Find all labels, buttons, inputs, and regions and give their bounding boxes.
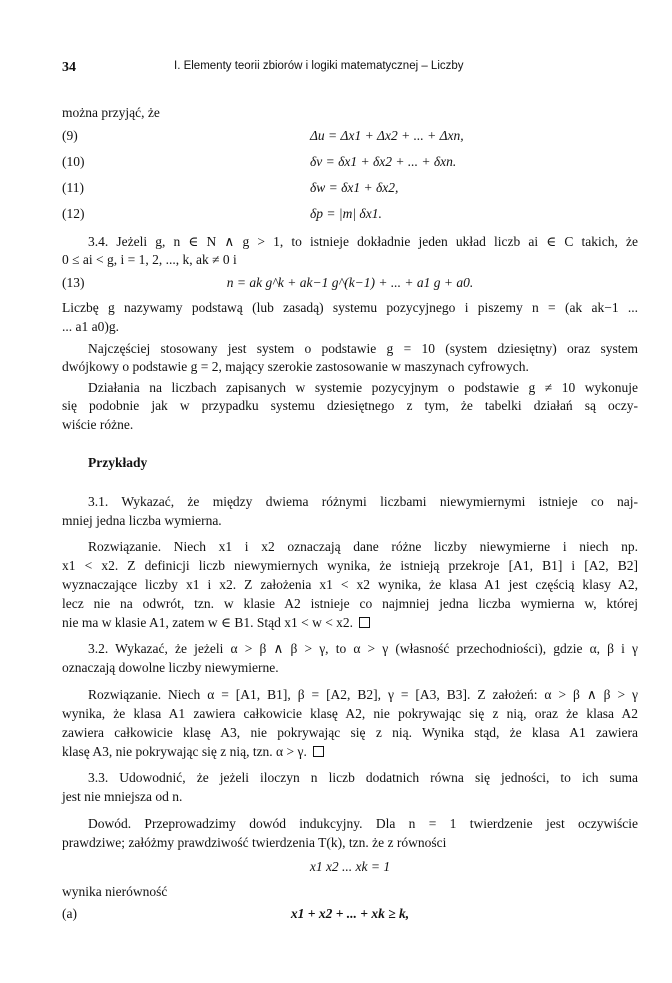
page-number: 34 bbox=[62, 60, 76, 75]
paragraph-line: Liczbę g nazywamy podstawą (lub zasadą) systemu pozycyjnego i piszemy n = (ak ak−1 ... bbox=[62, 300, 638, 315]
solution-3-1-line: wyznaczające liczby x1 i x2. Z założenia x1 < x2 wynika, że klasa A1 jest częścią klasy A2, bbox=[62, 577, 638, 592]
example-3-2-line: 3.2. Wykazać, że jeżeli α > β ∧ β > γ, to α > γ (własność przechodniości), gdzie α, β i γ bbox=[88, 641, 638, 656]
qed-square-icon bbox=[359, 617, 370, 628]
equation-body: n = ak g^k + ak−1 g^(k−1) + ... + a1 g + a0. bbox=[226, 275, 474, 290]
equation-label: (10) bbox=[62, 154, 85, 169]
proof-3-3-line: prawdziwe; załóżmy prawdziwość twierdzenia T(k), tzn. że z równości bbox=[62, 835, 447, 850]
solution-3-2-line: klasę A3, nie pokrywając się z nią, tzn. α > γ. bbox=[62, 744, 307, 759]
equation-9 bbox=[62, 128, 638, 148]
equation-label: (12) bbox=[62, 206, 85, 221]
solution-3-2-end bbox=[62, 743, 638, 760]
equation-13 bbox=[62, 275, 638, 295]
example-3-1-line: 3.1. Wykazać, że między dwiema różnymi liczbami niewymiernymi istnieje co naj- bbox=[88, 494, 638, 509]
solution-3-1-line: lecz nie na odwrót, tzn. w klasie A2 istnieje co najmniej jedna liczba wymierna w, której bbox=[62, 596, 638, 611]
proof-3-3-line: wynika nierówność bbox=[62, 884, 168, 899]
equation-body: δv = δx1 + δx2 + ... + δxn. bbox=[310, 154, 457, 169]
equation-body: x1 x2 ... xk = 1 bbox=[309, 859, 391, 874]
solution-3-1-line: x1 < x2. Z definicji liczb niewymiernych wynika, że istnieją przekroje [A1, B1] i [A2, B2] bbox=[62, 558, 638, 573]
solution-3-1-line: Rozwiązanie. Niech x1 i x2 oznaczają dane różne liczby niewymierne i niech np. bbox=[88, 539, 638, 554]
equation-11 bbox=[62, 180, 638, 200]
qed-square-icon bbox=[313, 746, 324, 757]
paragraph-line: Najczęściej stosowany jest system o podstawie g = 10 (system dziesiętny) oraz system bbox=[88, 341, 638, 356]
equation-body: Δu = Δx1 + Δx2 + ... + Δxn, bbox=[310, 128, 464, 143]
solution-3-1-end bbox=[62, 614, 638, 631]
equation-12 bbox=[62, 206, 638, 226]
example-3-1-line: mniej jedna liczba wymierna. bbox=[62, 513, 222, 528]
paragraph-line: Działania na liczbach zapisanych w systemie pozycyjnym o podstawie g ≠ 10 wykonuje bbox=[88, 380, 638, 395]
equation-label: (a) bbox=[62, 906, 77, 921]
solution-3-1-line: nie ma w klasie A1, zatem w ∈ B1. Stąd x1 < w < x2. bbox=[62, 615, 354, 630]
equation-body: δp = |m| δx1. bbox=[310, 206, 382, 221]
example-3-3-line: jest nie mniejsza od n. bbox=[62, 789, 183, 804]
equation-a bbox=[62, 906, 638, 926]
theorem-3-4-line2: 0 ≤ ai < g, i = 1, 2, ..., k, ak ≠ 0 i bbox=[62, 252, 237, 267]
solution-3-2-line: wynika, że klasa A1 zawiera całkowicie klasę A2, nie pokrywając się z nią, oraz że klasa A2 bbox=[62, 706, 638, 721]
equation-body: x1 + x2 + ... + xk ≥ k, bbox=[290, 906, 410, 921]
equation-label: (13) bbox=[62, 275, 85, 290]
solution-3-2-line: Rozwiązanie. Niech α = [A1, B1], β = [A2, B2], γ = [A3, B3]. Z założeń: α > β ∧ β > γ bbox=[88, 687, 638, 702]
intro-text: można przyjąć, że bbox=[62, 105, 160, 120]
equation-body: δw = δx1 + δx2, bbox=[310, 180, 399, 195]
example-3-2-line: oznaczają dowolne liczby niewymierne. bbox=[62, 660, 279, 675]
proof-3-3-line: Dowód. Przeprowadzimy dowód indukcyjny. Dla n = 1 twierdzenie jest oczywiście bbox=[88, 816, 638, 831]
theorem-3-4-line1: 3.4. Jeżeli g, n ∈ N ∧ g > 1, to istnieje dokładnie jeden układ liczb ai ∈ C takich, że bbox=[88, 234, 638, 249]
equation-label: (11) bbox=[62, 180, 84, 195]
equation-product bbox=[62, 859, 638, 879]
equation-10 bbox=[62, 154, 638, 174]
paragraph-line: dwójkowy o podstawie g = 2, mający szerokie zastosowanie w maszynach cyfrowych. bbox=[62, 359, 529, 374]
paragraph-line: się podobnie jak w przypadku systemu dziesiętnego z tym, że tabelki działań są oczy- bbox=[62, 398, 638, 413]
equation-label: (9) bbox=[62, 128, 78, 143]
paragraph-line: ... a1 a0)g. bbox=[62, 319, 119, 334]
running-head: I. Elementy teorii zbiorów i logiki matematycznej – Liczby bbox=[174, 60, 464, 72]
paragraph-line: wiście różne. bbox=[62, 417, 134, 432]
example-3-3-line: 3.3. Udowodnić, że jeżeli iloczyn n liczb dodatnich równa się jedności, to ich suma bbox=[88, 770, 638, 785]
examples-heading: Przykłady bbox=[88, 455, 148, 470]
solution-3-2-line: zawiera całkowicie klasę A3, nie pokrywając się z nią. Wynika stąd, że klasa A1 zawiera bbox=[62, 725, 638, 740]
page-header bbox=[62, 60, 638, 78]
